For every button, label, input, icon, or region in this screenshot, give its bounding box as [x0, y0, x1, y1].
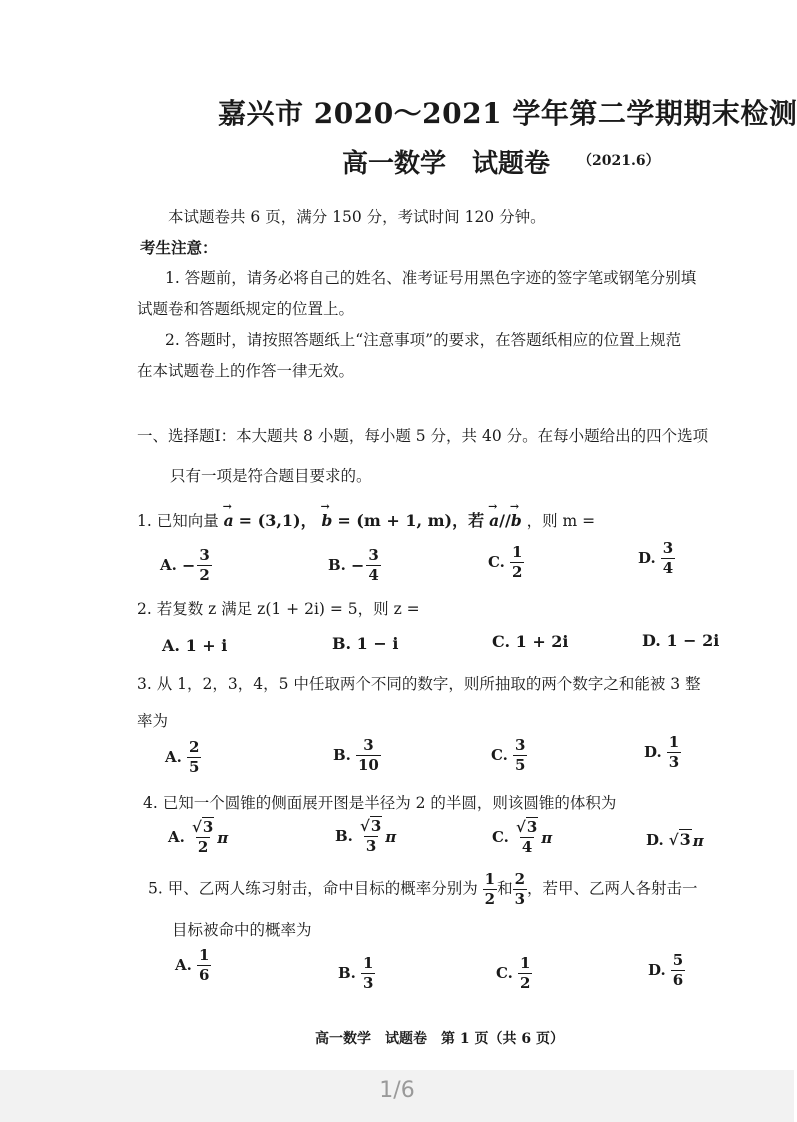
vector-a: → a — [224, 511, 234, 530]
q5-option-d[interactable]: D. $\frac{5}{6}$ — [648, 951, 684, 989]
q3-option-c[interactable]: C. $\frac{3}{5}$ — [491, 736, 526, 774]
question-5-stem-a: 5. 甲、乙两人练习射击，命中目标的概率分别为 $\frac{1}{2}$ 和 $\frac{2}{3}$ ，若甲、乙两人各射击一 — [148, 870, 698, 908]
vector-b: → b — [322, 511, 333, 530]
fraction: $\frac{3}{2}$ — [199, 546, 210, 584]
question-3-stem-b: 率为 — [137, 712, 169, 730]
note-1-line-b: 试题卷和答题纸规定的位置上。 — [137, 300, 355, 318]
q1-option-c[interactable]: C. $\frac{1}{2}$ — [488, 543, 523, 581]
q5-option-b[interactable]: B. $\frac{1}{3}$ — [338, 954, 374, 992]
q1-option-b[interactable]: B. − $\frac{3}{4}$ — [328, 546, 379, 584]
page-indicator: 1/6 — [379, 1078, 415, 1103]
q5-option-a[interactable]: A. $\frac{1}{6}$ — [175, 946, 210, 984]
exam-title: 嘉兴市 2020～2021 学年第二学期期末检测 — [218, 97, 797, 130]
note-2-line-a: 2. 答题时，请按照答题纸上“注意事项”的要求，在答题纸相应的位置上规范 — [165, 331, 682, 349]
section-heading-line-b: 只有一项是符合题目要求的。 — [170, 467, 372, 485]
question-2-stem: 2. 若复数 z 满足 z(1 + 2i) = 5，则 z = — [137, 600, 420, 618]
page-footer: 高一数学 试题卷 第 1 页（共 6 页） — [315, 1031, 564, 1047]
fraction: $\frac{1}{2}$ — [512, 543, 523, 581]
section-heading-line-a: 一、选择题Ⅰ：本大题共 8 小题，每小题 5 分，共 40 分。在每小题给出的四个选项 — [137, 427, 709, 445]
q3-option-d[interactable]: D. $\frac{1}{3}$ — [644, 733, 680, 771]
fraction: $\frac{3}{4}$ — [662, 539, 674, 577]
q3-option-b[interactable]: B. $\frac{3}{10}$ — [333, 736, 379, 774]
q4-option-c[interactable]: C. $\frac{√3}{4}$ π — [492, 818, 553, 856]
intro-line: 本试题卷共 6 页，满分 150 分，考试时间 120 分钟。 — [168, 208, 546, 226]
q2-option-d[interactable]: D. 1 − 2i — [642, 631, 720, 650]
q2-option-c[interactable]: C. 1 + 2i — [492, 632, 569, 651]
question-3-stem-a: 3. 从 1，2，3，4，5 中任取两个不同的数字，则所抽取的两个数字之和能被 3 整 — [137, 675, 701, 693]
q2-option-b[interactable]: B. 1 − i — [332, 634, 399, 653]
q1-option-d[interactable]: D. $\frac{3}{4}$ — [638, 539, 674, 577]
q2-option-a[interactable]: A. 1 + i — [162, 636, 228, 655]
question-4-stem: 4. 已知一个圆锥的侧面展开图是半径为 2 的半圆，则该圆锥的体积为 — [143, 794, 617, 812]
question-1-stem: 1. 已知向量 → a = (3,1)， → b = (m + 1, m)，若 → a//→ b ，则 m = — [137, 508, 595, 531]
exam-subtitle: 高一数学 试题卷 — [342, 149, 551, 179]
exam-date: （2021.6） — [578, 153, 660, 169]
q4-option-d[interactable]: D. √3 π — [646, 830, 704, 850]
question-5-stem-b: 目标被命中的概率为 — [172, 921, 312, 939]
q4-option-b[interactable]: B. $\frac{√3}{3}$ π — [335, 817, 397, 855]
note-2-line-b: 在本试题卷上的作答一律无效。 — [137, 362, 355, 380]
note-1-line-a: 1. 答题前，请务必将自己的姓名、准考证号用黑色字迹的签字笔或钢笔分别填 — [165, 269, 697, 287]
q4-option-a[interactable]: A. $\frac{√3}{2}$ π — [168, 818, 229, 856]
fraction: $\frac{3}{4}$ — [368, 546, 379, 584]
q3-option-a[interactable]: A. $\frac{2}{5}$ — [165, 738, 200, 776]
q1-option-a[interactable]: A. − $\frac{3}{2}$ — [160, 546, 210, 584]
q5-option-c[interactable]: C. $\frac{1}{2}$ — [496, 954, 531, 992]
notice-heading: 考生注意： — [140, 238, 218, 257]
